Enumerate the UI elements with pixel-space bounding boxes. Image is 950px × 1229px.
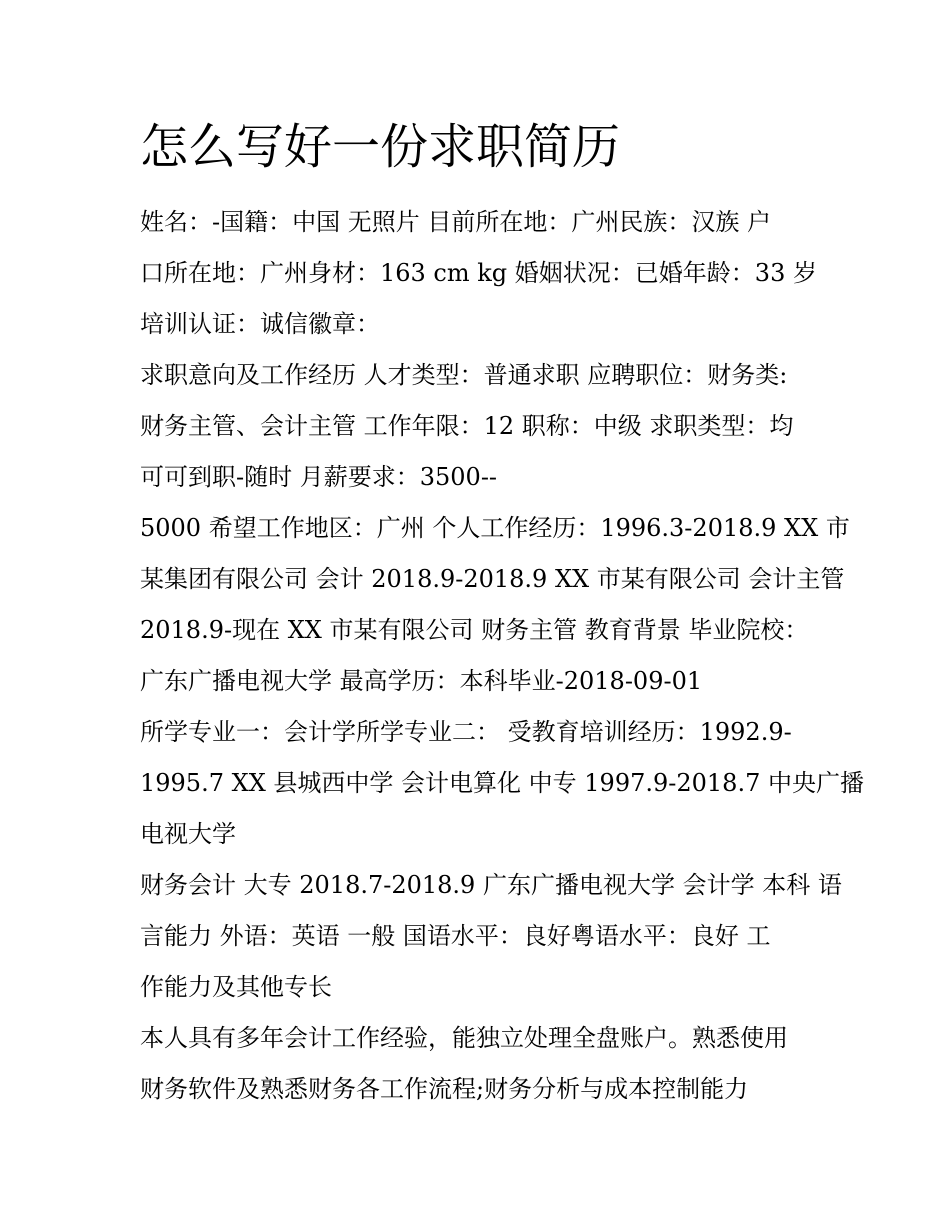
body-line: 言能力 外语：英语 一般 国语水平：良好粤语水平：良好 工 [140,922,771,950]
body-line: 本人具有多年会计工作经验，能独立处理全盘账户。熟悉使用 [140,1024,788,1052]
body-line: 可可到职-随时 月薪要求：3500-- [140,463,498,491]
body-line: 求职意向及工作经历 人才类型：普通求职 应聘职位：财务类: [140,361,788,389]
body-line: 姓名：-国籍：中国 无照片 目前所在地：广州民族：汉族 户 [140,208,771,236]
body-line: 作能力及其他专长 [140,973,332,1001]
document-title: 怎么写好一份求职简历 [140,119,621,175]
body-line: 5000 希望工作地区：广州 个人工作经历：1996.3-2018.9 XX 市 [140,514,850,542]
body-line: 电视大学 [140,820,236,848]
body-line: 口所在地：广州身材：163 cm kg 婚姻状况：已婚年龄：33 岁 [140,259,817,287]
body-line: 财务会计 大专 2018.7-2018.9 广东广播电视大学 会计学 本科 语 [140,871,842,899]
body-line: 1995.7 XX 县城西中学 会计电算化 中专 1997.9-2018.7 中央广播 [140,769,864,797]
body-line: 某集团有限公司 会计 2018.9-2018.9 XX 市某有限公司 会计主管 [140,565,845,593]
body-line: 培训认证：诚信徽章： [140,310,380,338]
body-line: 财务软件及熟悉财务各工作流程;财务分析与成本控制能力 [140,1075,749,1103]
body-line: 财务主管、会计主管 工作年限：12 职称：中级 求职类型：均 [140,412,794,440]
body-line: 广东广播电视大学 最高学历：本科毕业-2018-09-01 [140,667,703,695]
body-line: 所学专业一：会计学所学专业二： 受教育培训经历：1992.9- [140,718,792,746]
body-line: 2018.9-现在 XX 市某有限公司 财务主管 教育背景 毕业院校： [140,616,809,644]
